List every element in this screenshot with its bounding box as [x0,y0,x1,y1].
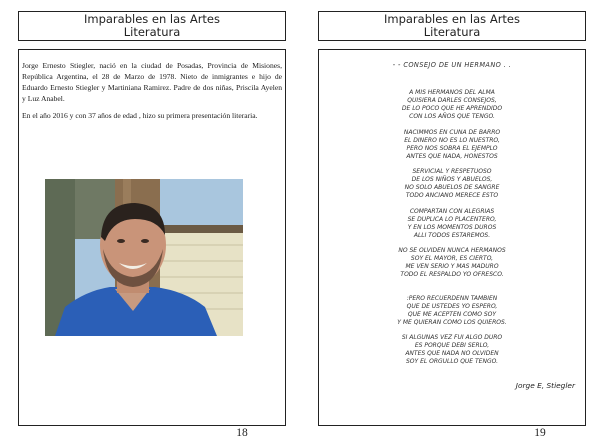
page-header [318,11,586,41]
header-title: Imparables en las Artes [83,12,220,26]
poem-line: Y EN LOS MOMENTOS DUROS [407,224,497,231]
poem-title: - - CONSEJO DE UN HERMANO . . [392,61,512,69]
poem-line: DE LOS NIÑOS Y ABUELOS, [411,176,493,183]
header-title: Imparables en las Artes [383,12,520,26]
author-bio [22,60,282,121]
poem-stanza [319,334,585,366]
poem-line: SOY EL MAYOR, ES CIERTO, [410,255,494,262]
poem-line: TODO ANCIANO MERECE ESTO [405,192,499,199]
poem-line: TODO EL RESPALDO YO OFRESCO. [400,271,504,278]
poem-line: :PERO RECUERDENN TAMBIEN [406,295,498,302]
poem-line: NO SE OLVIDEN NUNCA HERMANOS [398,247,506,254]
poem-line: QUE DE USTEDES YO ESPERO, [406,303,498,310]
poem-line: SE DUPLICA LO PLACENTERO, [407,216,497,223]
poem-line: NO SOLO ABUELOS DE SANGRE [404,184,500,191]
poem-line: QUE ME ACEPTEN COMO SOY [407,311,497,318]
poem-line: ANTES QUE NADA NO OLVIDEN [405,350,499,357]
page-number: 18 [236,427,248,439]
poem-line: ANTES QUE NADA, HONESTOS [406,153,498,160]
poem-line: COMPARTAN CON ALEGRIAS [409,208,495,215]
poem-line: EL DINERO NO ES LO NUESTRO, [404,137,500,144]
header-subtitle: Literatura [123,25,181,39]
page-content [18,49,286,426]
poem-line: NACIMMOS EN CUNA DE BARRO [403,129,501,136]
bio-paragraph: Jorge Ernesto Stiegler, nació en la ciudad de Posadas, Provincia de Misiones, República Argentina, el 28 de Marzo de 1978. Nieto de inmigrantes e hijo de Eduardo Ernesto Stiegler y Martiniana Ramirez. Padre de dos niñas, Priscila Ayelen y Luz Anabel. [22,61,282,103]
poem-stanza [319,129,585,161]
poem-stanza [319,208,585,240]
page-number: 19 [534,427,546,439]
bio-paragraph: En el año 2016 y con 37 años de edad , hizo su primera presentación literaria. [22,111,258,120]
poem-box [318,49,586,426]
poem-line: CON LOS AÑOS QUE TENGO. [409,113,495,120]
header-subtitle: Literatura [423,25,481,39]
poem-line: QUISIERA DARLES CONSEJOS, [407,97,497,104]
page-header [18,11,286,41]
right-page [315,0,587,444]
poem-line: A MIS HERMANOS DEL ALMA [409,89,495,96]
author-photo [45,179,243,336]
left-page [15,0,287,444]
poem-line: Y ME QUIERAN COMO LOS QUIEROS. [397,319,507,326]
poem-line: ALLI TODOS ESTAREMOS. [413,232,491,239]
poem-line: PERO NOS SOBRA EL EJEMPLO [406,145,498,152]
poem-line: DE LO POCO QUE HE APRENDIDO [401,105,503,112]
poem-stanza [319,295,585,327]
poem-signature: Jorge E, Stiegler [515,381,575,390]
poem-line: ES PORQUE DEBI SERLO, [414,342,490,349]
poem-line: ME VEN SERIO Y MAS MADURO [405,263,499,270]
poem-stanza [319,247,585,279]
poem-line: SI ALGUNAS VEZ FUI ALGO DURO [401,334,503,341]
poem-stanza [319,89,585,121]
author-photo-image [45,179,243,336]
poem-line: SERVICIAL Y RESPETUOSO [412,168,492,175]
poem-line: SOY EL ORGULLO QUE TENGO. [405,358,498,365]
poem-stanza [319,168,585,200]
